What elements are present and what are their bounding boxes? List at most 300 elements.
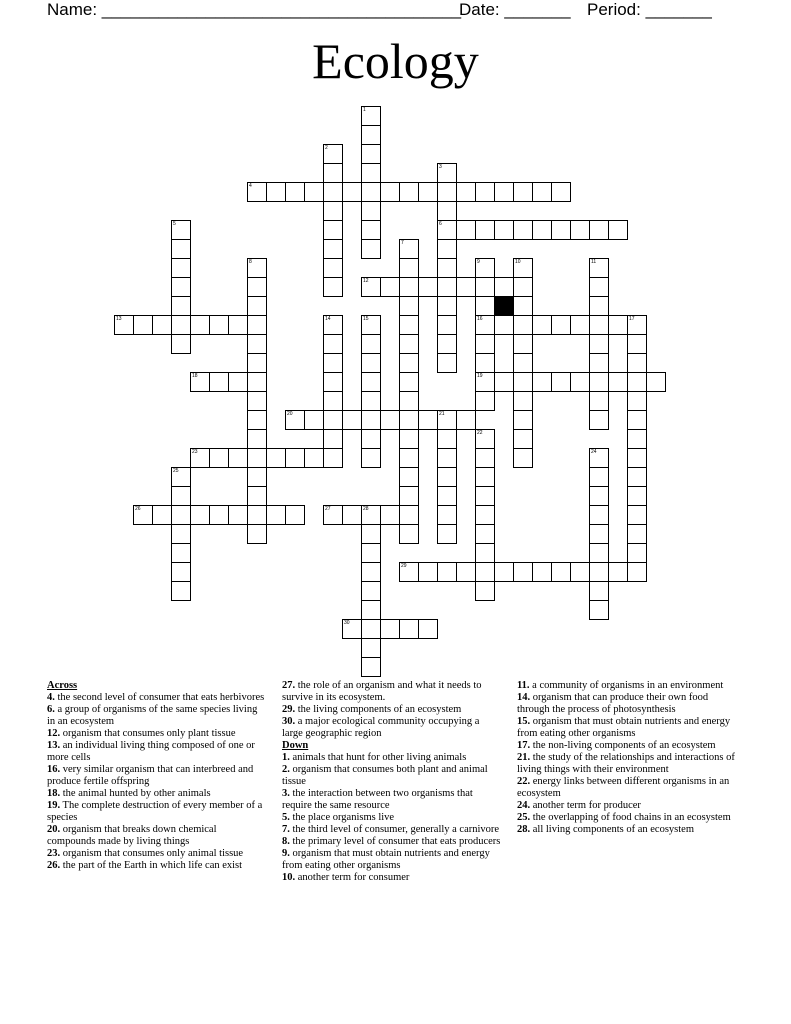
grid-cell[interactable] [494,562,514,582]
grid-cell[interactable] [418,619,438,639]
clue-item: 3. the interaction between two organisms that require the same resource [282,788,473,811]
grid-cell[interactable] [475,353,495,373]
grid-cell[interactable] [418,277,438,297]
clue-number: 11 [591,259,597,265]
grid-cell[interactable] [171,486,191,506]
grid-cell[interactable] [361,505,381,525]
grid-cell[interactable] [437,467,457,487]
clue-item: 29. the living components of an ecosystem [282,704,462,715]
grid-cell[interactable] [532,182,552,202]
grid-cell[interactable] [475,315,495,335]
grid-cell[interactable] [361,353,381,373]
grid-cell[interactable] [323,277,343,297]
grid-cell[interactable] [399,334,419,354]
grid-cell[interactable] [247,277,267,297]
clue-item: 6. a group of organisms of the same species living in an ecosystem [47,704,258,727]
grid-cell[interactable] [475,372,495,392]
grid-cell[interactable] [247,391,267,411]
grid-cell[interactable] [361,619,381,639]
grid-cell[interactable] [361,277,381,297]
grid-cell[interactable] [437,201,457,221]
grid-cell[interactable] [589,372,609,392]
grid-cell[interactable] [209,448,229,468]
grid-cell[interactable] [361,657,381,677]
clue-number: 2 [325,145,328,151]
grid-cell[interactable] [456,220,476,240]
grid-cell[interactable] [361,144,381,164]
grid-cell[interactable] [399,239,419,259]
grid-cell[interactable] [494,372,514,392]
grid-cell[interactable] [209,505,229,525]
grid-cell[interactable] [589,467,609,487]
grid-cell[interactable] [247,353,267,373]
grid-cell[interactable] [285,505,305,525]
grid-cell[interactable] [361,201,381,221]
grid-cell[interactable] [551,562,571,582]
grid-cell[interactable] [323,391,343,411]
grid-cell[interactable] [399,448,419,468]
grid-cell[interactable] [342,410,362,430]
grid-cell[interactable] [646,372,666,392]
grid-cell[interactable] [627,448,647,468]
grid-cell[interactable] [247,467,267,487]
grid-cell[interactable] [399,182,419,202]
grid-cell[interactable] [437,429,457,449]
grid-cell[interactable] [399,524,419,544]
grid-cell[interactable] [551,182,571,202]
grid-cell[interactable] [361,581,381,601]
grid-cell[interactable] [399,505,419,525]
grid-cell[interactable] [475,182,495,202]
grid-cell[interactable] [627,486,647,506]
grid-cell[interactable] [247,429,267,449]
grid-cell[interactable] [171,258,191,278]
grid-cell[interactable] [399,467,419,487]
grid-cell[interactable] [456,182,476,202]
grid-cell[interactable] [361,220,381,240]
grid-cell[interactable] [361,182,381,202]
clue-item: 18. the animal hunted by other animals [47,788,211,799]
grid-cell[interactable] [475,429,495,449]
grid-cell[interactable] [589,505,609,525]
grid-cell[interactable] [285,182,305,202]
grid-cell[interactable] [437,315,457,335]
grid-cell[interactable] [152,505,172,525]
grid-cell[interactable] [361,163,381,183]
grid-cell[interactable] [551,315,571,335]
grid-cell[interactable] [608,315,628,335]
grid-cell[interactable] [475,505,495,525]
clue-item: 24. another term for producer [517,800,641,811]
grid-cell[interactable] [532,562,552,582]
grid-cell[interactable] [418,562,438,582]
grid-cell[interactable] [171,239,191,259]
grid-cell[interactable] [570,372,590,392]
grid-cell[interactable] [380,182,400,202]
grid-cell[interactable] [494,182,514,202]
clue-item: 25. the overlapping of food chains in an ecosystem [517,812,731,823]
clue-number: 13 [116,316,122,322]
clue-item: 2. organism that consumes both plant and animal tissue [282,764,488,787]
grid-cell[interactable] [418,410,438,430]
grid-cell[interactable] [361,429,381,449]
grid-cell[interactable] [570,315,590,335]
grid-cell[interactable] [513,372,533,392]
grid-cell[interactable] [323,144,343,164]
grid-cell[interactable] [133,505,153,525]
clue-number: 8 [249,259,252,265]
grid-cell[interactable] [589,448,609,468]
grid-cell[interactable] [437,524,457,544]
grid-cell[interactable] [285,410,305,430]
grid-cell[interactable] [399,353,419,373]
grid-cell[interactable] [361,334,381,354]
grid-cell[interactable] [589,277,609,297]
grid-cell[interactable] [627,353,647,373]
grid-cell[interactable] [399,619,419,639]
grid-cell[interactable] [399,277,419,297]
grid-cell[interactable] [399,410,419,430]
clue-item: 22. energy links between different organisms in an ecosystem [517,776,730,799]
grid-cell[interactable] [285,448,305,468]
grid-cell[interactable] [152,315,172,335]
grid-cell[interactable] [361,448,381,468]
grid-cell[interactable] [247,296,267,316]
clue-item: 13. an individual living thing composed of one or more cells [47,740,255,763]
grid-cell[interactable] [551,372,571,392]
grid-cell[interactable] [475,258,495,278]
grid-cell[interactable] [266,182,286,202]
grid-cell[interactable] [627,372,647,392]
grid-cell[interactable] [437,182,457,202]
grid-cell[interactable] [323,334,343,354]
grid-cell[interactable] [475,220,495,240]
grid-cell[interactable] [304,182,324,202]
grid-cell[interactable] [589,486,609,506]
grid-cell[interactable] [361,562,381,582]
across-heading: Across [47,680,78,691]
grid-cell[interactable] [437,258,457,278]
clue-list [0,680,791,1020]
grid-cell[interactable] [570,220,590,240]
grid-cell[interactable] [418,182,438,202]
grid-cell[interactable] [399,315,419,335]
clue-item: 7. the third level of consumer, generally a carnivore [282,824,500,835]
clue-number: 17 [629,316,635,322]
period-field[interactable]: Period: _______ [587,0,712,19]
grid-cell[interactable] [589,334,609,354]
grid-cell[interactable] [437,353,457,373]
clue-number: 19 [477,373,483,379]
grid-cell[interactable] [513,277,533,297]
grid-cell[interactable] [532,372,552,392]
clue-item: 10. another term for consumer [282,872,410,883]
grid-cell[interactable] [627,429,647,449]
grid-cell[interactable] [513,448,533,468]
clue-item: 19. The complete destruction of every member of a species [47,800,263,823]
grid-cell[interactable] [247,315,267,335]
grid-cell[interactable] [361,106,381,126]
grid-cell[interactable] [247,258,267,278]
name-field[interactable]: Name: ______________________________________ [47,0,462,19]
grid-cell[interactable] [494,315,514,335]
grid-cell[interactable] [323,410,343,430]
grid-cell[interactable] [342,182,362,202]
clue-item: 27. the role of an organism and what it needs to survive in its ecosystem. [282,680,482,703]
clue-number: 29 [401,563,407,569]
grid-cell[interactable] [589,581,609,601]
grid-cell[interactable] [342,505,362,525]
grid-cell[interactable] [228,505,248,525]
grid-cell[interactable] [171,524,191,544]
clue-item: 23. organism that consumes only animal tissue [47,848,244,859]
grid-cell[interactable] [456,562,476,582]
clue-number: 4 [249,183,252,189]
grid-cell[interactable] [437,220,457,240]
grid-cell[interactable] [209,372,229,392]
clue-item: 16. very similar organism that can interbreed and produce fertile offspring [47,764,254,787]
grid-cell[interactable] [361,125,381,145]
clue-number: 14 [325,316,331,322]
grid-cell[interactable] [171,334,191,354]
grid-cell[interactable] [437,486,457,506]
grid-cell[interactable] [323,258,343,278]
grid-cell[interactable] [247,334,267,354]
clue-column-2 [282,680,502,884]
clue-number: 22 [477,430,483,436]
grid-cell[interactable] [171,581,191,601]
grid-cell[interactable] [228,448,248,468]
grid-cell[interactable] [456,410,476,430]
grid-cell[interactable] [627,315,647,335]
grid-cell[interactable] [380,505,400,525]
grid-cell[interactable] [247,448,267,468]
clue-item: 28. all living components of an ecosystem [517,824,695,835]
grid-cell[interactable] [589,543,609,563]
grid-cell[interactable] [513,334,533,354]
grid-cell[interactable] [475,467,495,487]
grid-cell[interactable] [437,277,457,297]
grid-cell[interactable] [171,467,191,487]
grid-cell[interactable] [399,429,419,449]
grid-cell[interactable] [342,619,362,639]
grid-cell[interactable] [323,429,343,449]
grid-cell[interactable] [551,220,571,240]
grid-cell[interactable] [513,258,533,278]
grid-cell[interactable] [475,277,495,297]
grid-cell[interactable] [513,353,533,373]
grid-cell[interactable] [171,220,191,240]
grid-cell[interactable] [437,334,457,354]
grid-cell[interactable] [323,448,343,468]
clue-number: 7 [401,240,404,246]
grid-cell[interactable] [190,315,210,335]
grid-cell[interactable] [266,505,286,525]
grid-cell[interactable] [209,315,229,335]
clue-item: 30. a major ecological community occupying a large geographic region [282,716,480,739]
grid-cell[interactable] [475,448,495,468]
grid-cell[interactable] [361,391,381,411]
down-heading: Down [282,740,309,751]
clue-number: 10 [515,259,521,265]
grid-cell[interactable] [475,562,495,582]
grid-cell[interactable] [589,562,609,582]
grid-cell[interactable] [247,505,267,525]
grid-cell[interactable] [475,334,495,354]
grid-cell[interactable] [361,239,381,259]
clue-item: 14. organism that can produce their own food through the process of photosynthesis [517,692,709,715]
grid-cell[interactable] [323,201,343,221]
grid-cell[interactable] [627,543,647,563]
grid-cell[interactable] [437,239,457,259]
grid-cell[interactable] [171,315,191,335]
grid-cell[interactable] [475,391,495,411]
grid-cell[interactable] [399,258,419,278]
grid-cell[interactable] [247,486,267,506]
grid-cell[interactable] [475,543,495,563]
clue-column-1 [47,680,267,872]
grid-cell[interactable] [589,410,609,430]
clue-item: 20. organism that breaks down chemical compounds made by living things [47,824,217,847]
grid-cell[interactable] [437,448,457,468]
grid-cell[interactable] [589,296,609,316]
grid-cell[interactable] [456,277,476,297]
grid-cell[interactable] [589,600,609,620]
grid-cell[interactable] [475,486,495,506]
grid-cell[interactable] [627,562,647,582]
grid-cell[interactable] [266,448,286,468]
grid-cell[interactable] [361,600,381,620]
grid-cell[interactable] [247,372,267,392]
grid-cell[interactable] [608,562,628,582]
grid-cell[interactable] [361,372,381,392]
grid-cell[interactable] [513,220,533,240]
grid-cell[interactable] [513,429,533,449]
grid-cell[interactable] [589,315,609,335]
grid-cell[interactable] [513,410,533,430]
grid-cell[interactable] [475,581,495,601]
grid-cell[interactable] [399,486,419,506]
grid-cell[interactable] [171,543,191,563]
grid-cell[interactable] [627,391,647,411]
grid-cell[interactable] [608,372,628,392]
grid-cell[interactable] [532,315,552,335]
date-field[interactable]: Date: _______ [459,0,571,19]
grid-cell[interactable] [589,524,609,544]
grid-cell[interactable] [475,296,495,316]
grid-cell[interactable] [627,410,647,430]
worksheet-header [47,0,767,22]
grid-cell[interactable] [513,391,533,411]
grid-cell[interactable] [494,220,514,240]
grid-cell[interactable] [437,562,457,582]
grid-cell[interactable] [323,182,343,202]
clue-number: 15 [363,316,369,322]
grid-cell[interactable] [361,410,381,430]
grid-cell[interactable] [190,448,210,468]
clue-column-3 [517,680,737,836]
grid-cell[interactable] [323,505,343,525]
grid-cell[interactable] [380,410,400,430]
grid-cell[interactable] [513,562,533,582]
grid-cell[interactable] [513,296,533,316]
grid-cell[interactable] [133,315,153,335]
grid-cell[interactable] [171,277,191,297]
grid-cell[interactable] [627,505,647,525]
grid-cell[interactable] [513,182,533,202]
grid-cell[interactable] [589,258,609,278]
grid-cell[interactable] [361,315,381,335]
clue-number: 27 [325,506,331,512]
grid-cell[interactable] [494,277,514,297]
grid-cell[interactable] [323,220,343,240]
clue-item: 1. animals that hunt for other living animals [282,752,467,763]
grid-cell[interactable] [399,562,419,582]
grid-cell[interactable] [437,410,457,430]
grid-cell[interactable] [247,410,267,430]
grid-cell[interactable] [437,296,457,316]
grid-cell[interactable] [627,524,647,544]
grid-cell[interactable] [171,505,191,525]
grid-cell[interactable] [627,334,647,354]
clue-number: 5 [173,221,176,227]
grid-cell[interactable] [589,353,609,373]
grid-cell[interactable] [171,296,191,316]
grid-cell[interactable] [399,296,419,316]
clue-number: 6 [439,221,442,227]
clue-item: 12. organism that consumes only plant tissue [47,728,236,739]
grid-cell[interactable] [304,410,324,430]
grid-cell[interactable] [589,391,609,411]
grid-cell[interactable] [589,220,609,240]
grid-cell[interactable] [323,372,343,392]
grid-cell[interactable] [190,372,210,392]
clue-number: 25 [173,468,179,474]
grid-cell[interactable] [323,353,343,373]
grid-cell[interactable] [361,524,381,544]
grid-cell[interactable] [361,543,381,563]
grid-cell[interactable] [570,562,590,582]
grid-cell[interactable] [437,505,457,525]
grid-cell[interactable] [399,372,419,392]
grid-cell[interactable] [513,315,533,335]
grid-cell[interactable] [627,467,647,487]
grid-cell[interactable] [114,315,134,335]
page-title: Ecology [312,33,479,89]
grid-cell[interactable] [361,638,381,658]
clue-number: 30 [344,620,350,626]
grid-cell[interactable] [190,505,210,525]
clue-number: 12 [363,278,369,284]
grid-cell[interactable] [323,239,343,259]
grid-cell[interactable] [323,315,343,335]
grid-cell[interactable] [475,524,495,544]
grid-cell[interactable] [247,182,267,202]
grid-cell[interactable] [437,163,457,183]
grid-cell[interactable] [247,524,267,544]
grid-cell[interactable] [399,391,419,411]
grid-cell[interactable] [304,448,324,468]
grid-cell[interactable] [171,562,191,582]
grid-cell[interactable] [228,315,248,335]
grid-cell[interactable] [608,220,628,240]
clue-item: 8. the primary level of consumer that eats producers [282,836,501,847]
grid-cell[interactable] [380,619,400,639]
grid-cell[interactable] [228,372,248,392]
grid-cell[interactable] [532,220,552,240]
grid-cell[interactable] [323,163,343,183]
grid-cell[interactable] [380,277,400,297]
